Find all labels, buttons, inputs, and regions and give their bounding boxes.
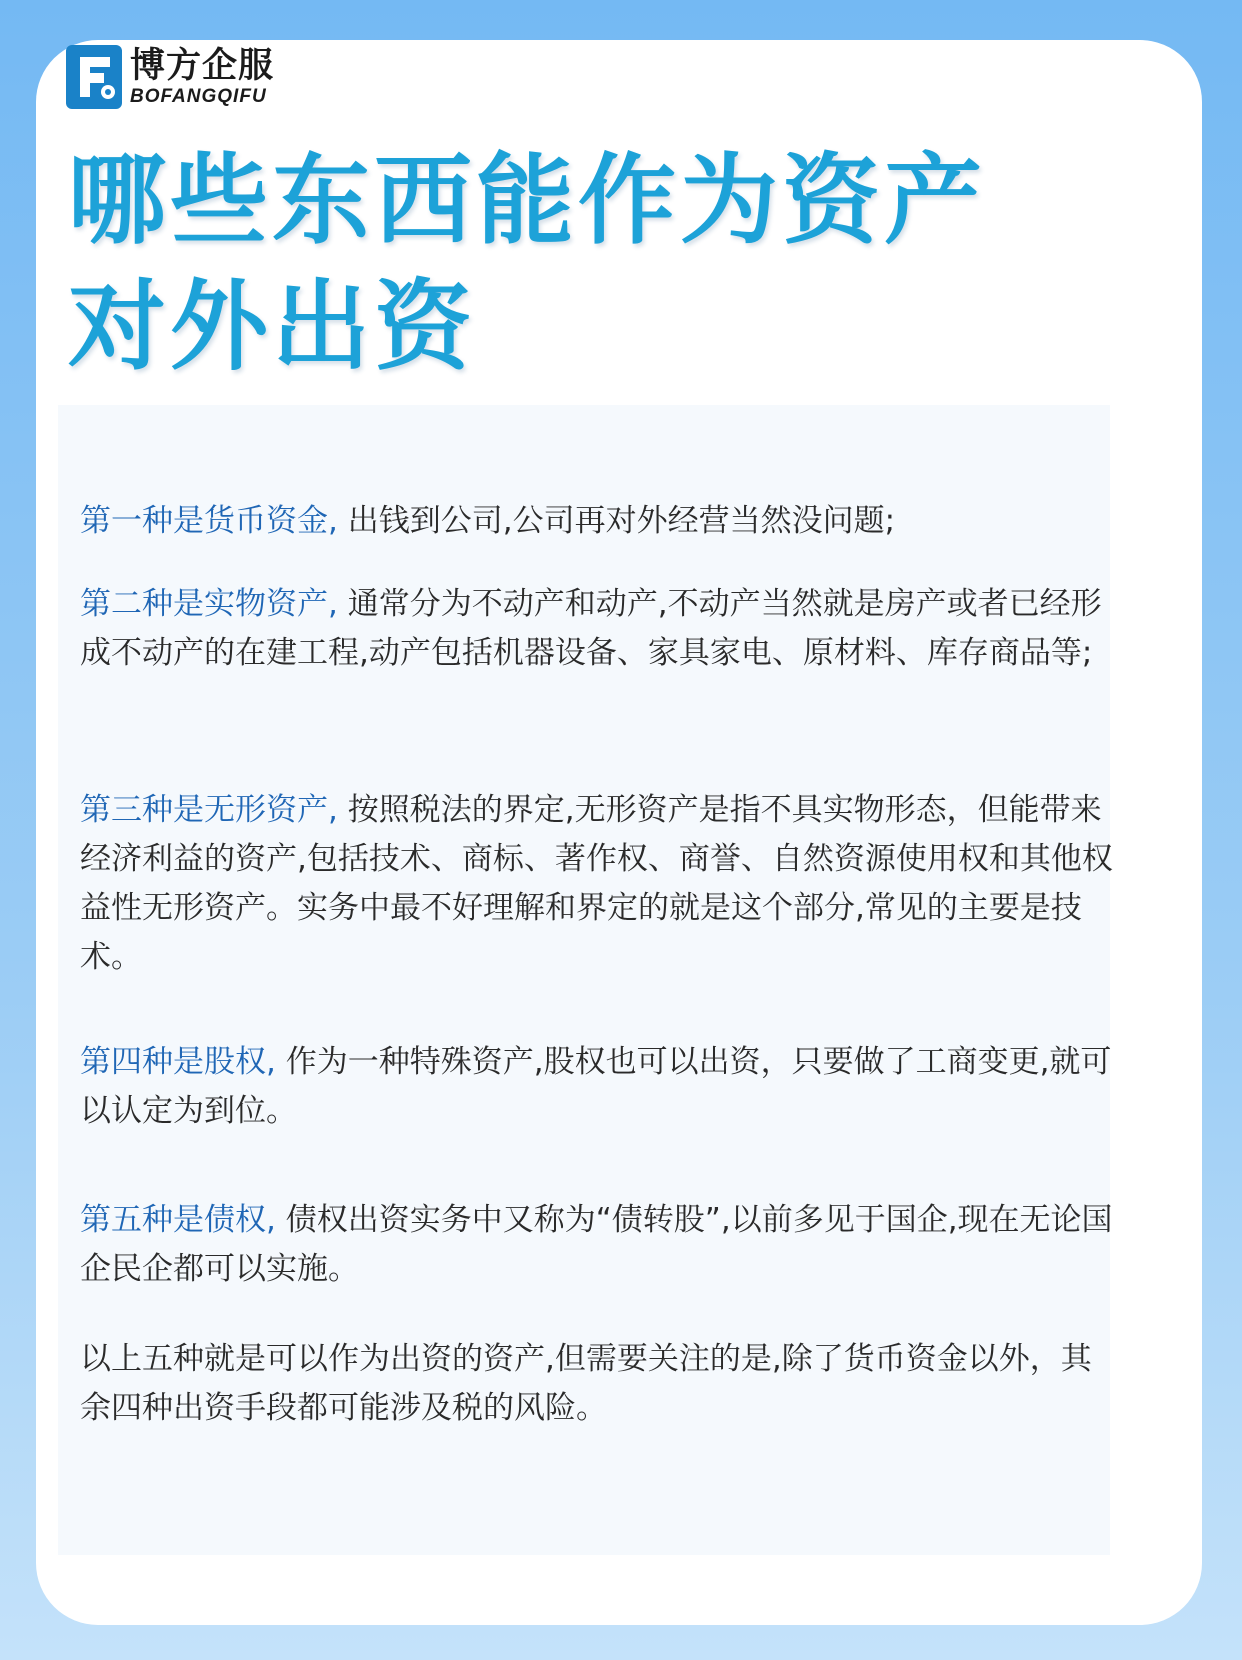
section-paragraph-3 xyxy=(80,786,1120,982)
section-lead-5: 第五种是债权, xyxy=(80,1202,276,1238)
brand-text xyxy=(130,46,274,108)
section-text-1: 出钱到公司,公司再对外经营当然没问题; xyxy=(347,503,896,539)
section-lead-4: 第四种是股权, xyxy=(80,1044,276,1080)
section-lead-3: 第三种是无形资产, xyxy=(80,792,338,828)
section-paragraph-5 xyxy=(80,1196,1120,1294)
page-title xyxy=(68,138,1128,390)
section-lead-1: 第一种是货币资金, xyxy=(80,503,338,539)
brand-header xyxy=(66,42,274,112)
section-text-4: 作为一种特殊资产,股权也可以出资，只要做了工商变更,就可以认定为到位。 xyxy=(80,1044,1112,1129)
brand-name-en: BOFANGQIFU xyxy=(130,86,267,107)
section-lead-2: 第二种是实物资产, xyxy=(80,586,338,622)
bofang-logo-icon xyxy=(66,45,122,109)
title-line-2: 对外出资 xyxy=(68,270,477,384)
section-paragraph-4 xyxy=(80,1038,1120,1136)
section-text-5: 债权出资实务中又称为“债转股”,以前多见于国企,现在无论国企民企都可以实施。 xyxy=(80,1202,1113,1287)
summary-paragraph: 以上五种就是可以作为出资的资产,但需要关注的是,除了货币资金以外，其余四种出资手段都可能涉及税的风险。 xyxy=(80,1341,1092,1426)
section-text-3: 按照税法的界定,无形资产是指不具实物形态，但能带来经济利益的资产,包括技术、商标、著作权、商誉、自然资源使用权和其他权益性无形资产。实务中最不好理解和界定的就是这个部分,常见的主要是技术。 xyxy=(80,792,1113,975)
section-text-2: 通常分为不动产和动产,不动产当然就是房产或者已经形成不动产的在建工程,动产包括机器设备、家具家电、原材料、库存商品等; xyxy=(80,586,1102,671)
brand-name-cn: 博方企服 xyxy=(130,46,275,86)
section-paragraph-1 xyxy=(80,497,1120,546)
section-paragraph-2 xyxy=(80,580,1120,678)
title-line-1: 哪些东西能作为资产 xyxy=(68,144,987,258)
